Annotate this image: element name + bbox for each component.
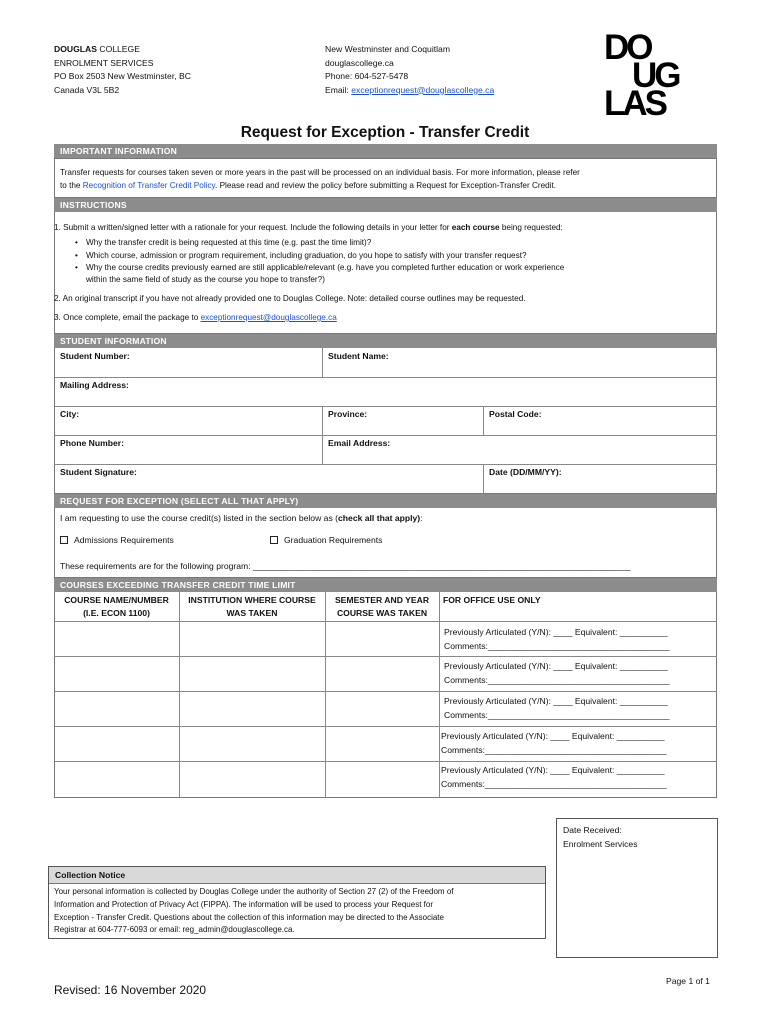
bullet-item: • Which course, admission or program requirement, including graduation, do you hope to satisfy with your transfer request? bbox=[72, 250, 692, 263]
col-semester-header-line2: COURSE WAS TAKEN bbox=[336, 608, 428, 618]
office-articulated: Previously Articulated (Y/N): ____ Equivalent: __________ bbox=[444, 661, 668, 671]
instruction-3-pre: 3. Once complete, email the package to bbox=[54, 313, 201, 322]
office-row-2[interactable] bbox=[444, 660, 670, 687]
page-number: Page 1 of 1 bbox=[666, 976, 710, 986]
divider bbox=[54, 726, 717, 727]
office-articulated: Previously Articulated (Y/N): ____ Equivalent: __________ bbox=[441, 765, 665, 775]
enrolment-services-label: Enrolment Services bbox=[563, 839, 638, 849]
graduation-checkbox[interactable] bbox=[270, 536, 278, 544]
collection-notice-text bbox=[54, 886, 454, 937]
col-course-header-line1: COURSE NAME/NUMBER bbox=[64, 595, 169, 605]
email-address-field[interactable]: Email Address: bbox=[328, 438, 391, 448]
request-line-pre: I am requesting to use the course credit(s) listed in the section below as ( bbox=[60, 513, 339, 523]
request-line-post: : bbox=[420, 513, 423, 523]
instruction-email-link[interactable]: exceptionrequest@douglascollege.ca bbox=[200, 313, 337, 322]
office-row-5[interactable] bbox=[441, 764, 667, 791]
douglas-logo bbox=[604, 28, 694, 123]
col-course-header-line2: (I.E. ECON 1100) bbox=[83, 608, 150, 618]
divider bbox=[483, 406, 484, 435]
office-row-3[interactable] bbox=[444, 695, 670, 722]
campus: New Westminster and Coquitlam bbox=[325, 44, 450, 54]
college-address-block bbox=[54, 43, 191, 97]
courses-header: COURSES EXCEEDING TRANSFER CREDIT TIME LIMIT bbox=[54, 578, 717, 592]
col-semester-header-line1: SEMESTER AND YEAR bbox=[334, 595, 430, 605]
divider bbox=[325, 592, 326, 798]
bullet-continuation: within the same field of study as the course you hope to transfer?) bbox=[86, 275, 325, 284]
graduation-label: Graduation Requirements bbox=[284, 535, 383, 545]
divider bbox=[54, 761, 717, 762]
divider bbox=[54, 435, 717, 436]
office-comments: Comments:______________________________________ bbox=[441, 778, 667, 789]
divider bbox=[54, 691, 717, 692]
mailing-address-field[interactable]: Mailing Address: bbox=[60, 380, 129, 390]
student-header: STUDENT INFORMATION bbox=[54, 334, 717, 348]
office-comments: Comments:______________________________________ bbox=[444, 674, 670, 685]
instruction-1-pre: 1. Submit a written/signed letter with a rationale for your request. Include the following details in your letter for bbox=[54, 223, 452, 232]
phone: Phone: 604-527-5478 bbox=[325, 71, 409, 81]
col-institution-header-line1: INSTITUTION WHERE COURSE bbox=[188, 595, 316, 605]
divider bbox=[54, 621, 717, 622]
graduation-option[interactable] bbox=[270, 534, 382, 547]
admissions-option[interactable] bbox=[60, 534, 174, 547]
col-institution-header-line2: WAS TAKEN bbox=[226, 608, 278, 618]
office-articulated: Previously Articulated (Y/N): ____ Equivalent: __________ bbox=[441, 731, 665, 741]
important-line-1: Transfer requests for courses taken seven or more years in the past will be processed on an individual basis. For more information, please refer bbox=[60, 168, 580, 177]
city-field[interactable]: City: bbox=[60, 409, 80, 419]
org-name-bold: DOUGLAS bbox=[54, 44, 97, 54]
collection-line: Information and Protection of Privacy Act (FIPPA). The information will be used to process your Request for bbox=[54, 899, 433, 909]
bullet-item: • Why the course credits previously earned are still applicable/relevant (e.g. have you completed further education or work experience bbox=[72, 262, 692, 275]
important-line-2-pre: to the bbox=[60, 181, 83, 190]
student-name-field[interactable]: Student Name: bbox=[328, 351, 389, 361]
bullet-item: • Why the transfer credit is being requested at this time (e.g. past the time limit)? bbox=[72, 237, 692, 250]
logo-line-3: LAS bbox=[604, 84, 665, 123]
admissions-label: Admissions Requirements bbox=[74, 535, 174, 545]
request-line-bold: check all that apply) bbox=[338, 513, 421, 523]
office-comments: Comments:______________________________________ bbox=[444, 640, 670, 651]
office-comments: Comments:______________________________________ bbox=[441, 744, 667, 755]
revised-date: Revised: 16 November 2020 bbox=[54, 983, 207, 997]
email-label: Email: bbox=[325, 84, 352, 95]
instruction-3 bbox=[54, 311, 337, 324]
office-articulated: Previously Articulated (Y/N): ____ Equivalent: __________ bbox=[444, 696, 668, 706]
collection-line: Registrar at 604-777-6093 or email: reg_admin@douglascollege.ca. bbox=[54, 925, 295, 935]
divider bbox=[54, 406, 717, 407]
contact-block bbox=[325, 43, 494, 97]
policy-link[interactable]: Recognition of Transfer Credit Policy bbox=[82, 181, 216, 190]
divider bbox=[54, 656, 717, 657]
department: ENROLMENT SERVICES bbox=[54, 57, 154, 68]
postal-code-field[interactable]: Postal Code: bbox=[489, 409, 542, 419]
office-row-1[interactable] bbox=[444, 626, 670, 653]
office-row-4[interactable] bbox=[441, 730, 667, 757]
address-line-2: Canada V3L 5B2 bbox=[54, 84, 120, 95]
request-header: REQUEST FOR EXCEPTION (SELECT ALL THAT APPLY) bbox=[54, 494, 717, 508]
instruction-1-bold: each course bbox=[451, 223, 500, 232]
col-course-header bbox=[54, 594, 179, 620]
collection-notice-header: Collection Notice bbox=[55, 870, 126, 880]
website: douglascollege.ca bbox=[325, 57, 394, 68]
student-signature-field[interactable]: Student Signature: bbox=[60, 467, 137, 477]
important-header: IMPORTANT INFORMATION bbox=[54, 144, 717, 158]
divider bbox=[54, 377, 717, 378]
instruction-1 bbox=[54, 221, 563, 234]
collection-line: Exception - Transfer Credit. Questions about the collection of this information may be directed to the Associate bbox=[54, 912, 444, 922]
col-office-header: FOR OFFICE USE ONLY bbox=[443, 595, 541, 605]
divider bbox=[54, 464, 717, 465]
office-comments: Comments:______________________________________ bbox=[444, 709, 670, 720]
province-field[interactable]: Province: bbox=[328, 409, 368, 419]
important-line-2 bbox=[60, 179, 556, 192]
student-box bbox=[54, 348, 717, 494]
email-link[interactable]: exceptionrequest@douglascollege.ca bbox=[351, 84, 495, 95]
divider bbox=[179, 592, 180, 798]
collection-line: Your personal information is collected by Douglas College under the authority of Section 27 (2) of the Freedom of bbox=[54, 887, 454, 896]
instruction-2: 2. An original transcript if you have not already provided one to Douglas College. Note: detailed course outlines may be requested. bbox=[54, 294, 526, 303]
org-name-rest: COLLEGE bbox=[96, 44, 140, 54]
student-number-field[interactable]: Student Number: bbox=[60, 351, 130, 361]
request-line bbox=[60, 512, 423, 525]
instruction-bullets bbox=[72, 237, 692, 275]
page-title: Request for Exception - Transfer Credit bbox=[240, 124, 530, 141]
date-received-label: Date Received: bbox=[563, 825, 622, 835]
admissions-checkbox[interactable] bbox=[60, 536, 68, 544]
instruction-1-post: being requested: bbox=[499, 223, 563, 232]
logo-line-1: DO bbox=[604, 28, 651, 67]
phone-number-field[interactable]: Phone Number: bbox=[60, 438, 124, 448]
divider bbox=[322, 406, 323, 464]
program-field[interactable]: These requirements are for the following program: _______________________________________________________________________________ bbox=[60, 561, 631, 571]
address-line-1: PO Box 2503 New Westminster, BC bbox=[54, 71, 191, 81]
office-articulated: Previously Articulated (Y/N): ____ Equivalent: __________ bbox=[444, 627, 668, 637]
divider bbox=[439, 592, 440, 798]
divider bbox=[483, 464, 484, 494]
important-line-2-post: . Please read and review the policy before submitting a Request for Exception-Transfer Credit. bbox=[215, 181, 557, 190]
date-field[interactable]: Date (DD/MM/YY): bbox=[489, 467, 562, 477]
col-semester-header bbox=[325, 594, 439, 620]
logo-line-2: UG bbox=[632, 56, 679, 95]
col-institution-header bbox=[179, 594, 325, 620]
instructions-header: INSTRUCTIONS bbox=[54, 198, 717, 212]
divider bbox=[322, 348, 323, 377]
